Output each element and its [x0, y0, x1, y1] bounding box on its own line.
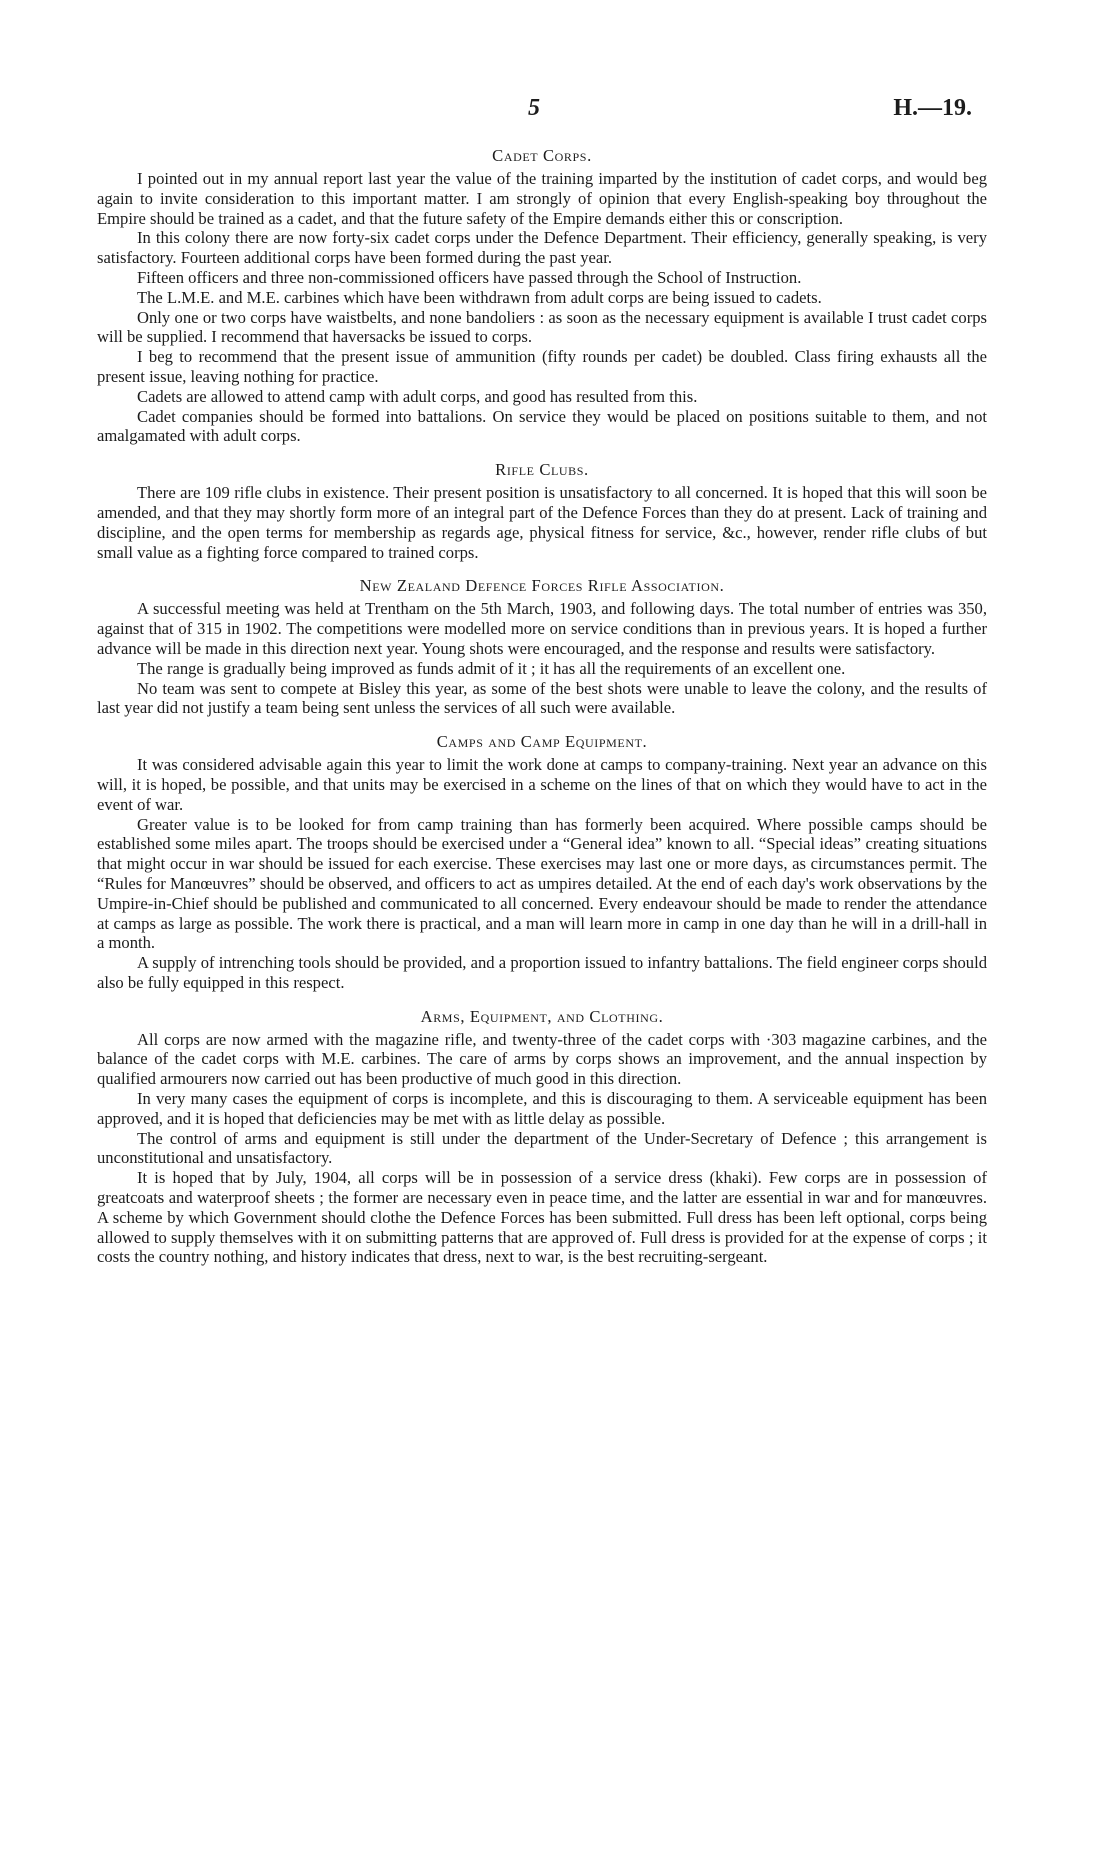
- section-heading: Cadet Corps.: [492, 146, 592, 165]
- page-number: 5: [528, 95, 540, 121]
- paragraph: The range is gradually being improved as funds admit of it ; it has all the requirements of an excellent one.: [137, 658, 846, 678]
- paragraph: I pointed out in my annual report last year the value of the training imparted by the institution of cadet corps, and would beg again to invite consideration to this important matter. I am strongly of opinion that every English-speaking boy throughout the Empire should be trained as a cadet, and that the future safety of the Empire demands either this or conscription.: [97, 169, 987, 228]
- paragraph: In very many cases the equipment of corps is incomplete, and this is discouraging to them. A serviceable equipment has been approved, and it is hoped that deficiencies may be met with as little delay as possible.: [97, 1089, 987, 1128]
- section-heading: New Zealand Defence Forces Rifle Association.: [359, 576, 725, 596]
- paragraph: Cadets are allowed to attend camp with adult corps, and good has resulted from this.: [137, 386, 698, 406]
- document-reference: H.—19.: [893, 95, 972, 121]
- paragraph: Greater value is to be looked for from camp training than has formerly been acquired. Where possible camps should be established some miles apart. The troops should be exercised under a “General idea” known to all. “Special ideas” creating situations that might occur in war should be issued for each exercise. These exercises may last one or more days, as circumstances permit. The “Rules for Manœuvres” should be observed, and officers to act as umpires detailed. At the end of each day's work observations by the Umpire-in-Chief should be published and communicated to all concerned. Every endeavour should be made to render the attendance at camps as large as possible. The work there is practical, and a man will learn more in camp in one day than he will in a drill-hall in a month.: [97, 814, 987, 953]
- paragraph: Only one or two corps have waistbelts, and none bandoliers : as soon as the necessary equipment is available I trust cadet corps will be supplied. I recommend that haversacks be issued to corps.: [97, 307, 987, 347]
- section-rifle-association: [97, 576, 987, 718]
- section-cadet-corps: [97, 146, 987, 446]
- page-header: [0, 95, 1114, 127]
- paragraph: The control of arms and equipment is still under the department of the Under-Secretary of Defence ; this arrangement is unconstitutional and unsatisfactory.: [97, 1128, 987, 1168]
- paragraph: The L.M.E. and M.E. carbines which have been withdrawn from adult corps are being issued to cadets.: [137, 287, 822, 307]
- section-heading: Camps and Camp Equipment.: [436, 732, 648, 752]
- paragraph: Cadet companies should be formed into battalions. On service they would be placed on positions suitable to them, and not amalgamated with adult corps.: [97, 406, 987, 446]
- paragraph: It was considered advisable again this year to limit the work done at camps to company-training. Next year an advance on this will, it is hoped, be possible, and that units may be exercised in a scheme on the lines of that on which they would have to act in the event of war.: [97, 755, 987, 814]
- paragraph: It is hoped that by July, 1904, all corps will be in possession of a service dress (khaki). Few corps are in possession of greatcoats and waterproof sheets ; the former are necessary even in peace time, and the latter are essential in war and for manœuvres. A scheme by which Government should clothe the Defence Forces has been submitted. Full dress has been left optional, corps being allowed to supply themselves with it on submitting patterns that are approved of. Full dress is provided for at the expense of corps ; it costs the country nothing, and history indicates that dress, next to war, is the best recruiting-sergeant.: [97, 1168, 987, 1267]
- section-heading: Rifle Clubs.: [495, 460, 589, 480]
- section-rifle-clubs: [97, 460, 987, 562]
- paragraph: A successful meeting was held at Trentham on the 5th March, 1903, and following days. The total number of entries was 350, against that of 315 in 1902. The competitions were modelled more on service conditions than in previous years. It is hoped a further advance will be made in this direction next year. Young shots were encouraged, and the response and results were satisfactory.: [97, 599, 987, 658]
- paragraph: In this colony there are now forty-six cadet corps under the Defence Department. Their efficiency, generally speaking, is very satisfactory. Fourteen additional corps have been formed during the past year.: [97, 228, 987, 268]
- paragraph: All corps are now armed with the magazine rifle, and twenty-three of the cadet corps with ·303 magazine carbines, and the balance of the cadet corps with M.E. carbines. The care of arms by corps shows an improvement, and the annual inspection by qualified armourers now carried out has been productive of much good in this direction.: [97, 1029, 987, 1089]
- section-camps: [97, 732, 987, 993]
- section-arms-equipment-clothing: [97, 1007, 987, 1268]
- page-body: [97, 146, 987, 1281]
- paragraph: No team was sent to compete at Bisley this year, as some of the best shots were unable to leave the colony, and the results of last year did not justify a team being sent unless the services of all such were available.: [97, 678, 987, 718]
- section-heading: Arms, Equipment, and Clothing.: [420, 1006, 664, 1026]
- paragraph: A supply of intrenching tools should be provided, and a proportion issued to infantry battalions. The field engineer corps should also be fully equipped in this respect.: [97, 953, 987, 992]
- paragraph: There are 109 rifle clubs in existence. Their present position is unsatisfactory to all concerned. It is hoped that this will soon be amended, and that they may shortly form more of an integral part of the Defence Forces than they do at present. Lack of training and discipline, and the open terms for membership as regards age, physical fitness for service, &c., however, render rifle clubs of but small value as a fighting force compared to trained corps.: [97, 483, 987, 562]
- paragraph: Fifteen officers and three non-commissioned officers have passed through the School of Instruction.: [137, 267, 802, 287]
- paragraph: I beg to recommend that the present issue of ammunition (fifty rounds per cadet) be doubled. Class firing exhausts all the present issue, leaving nothing for practice.: [97, 347, 987, 386]
